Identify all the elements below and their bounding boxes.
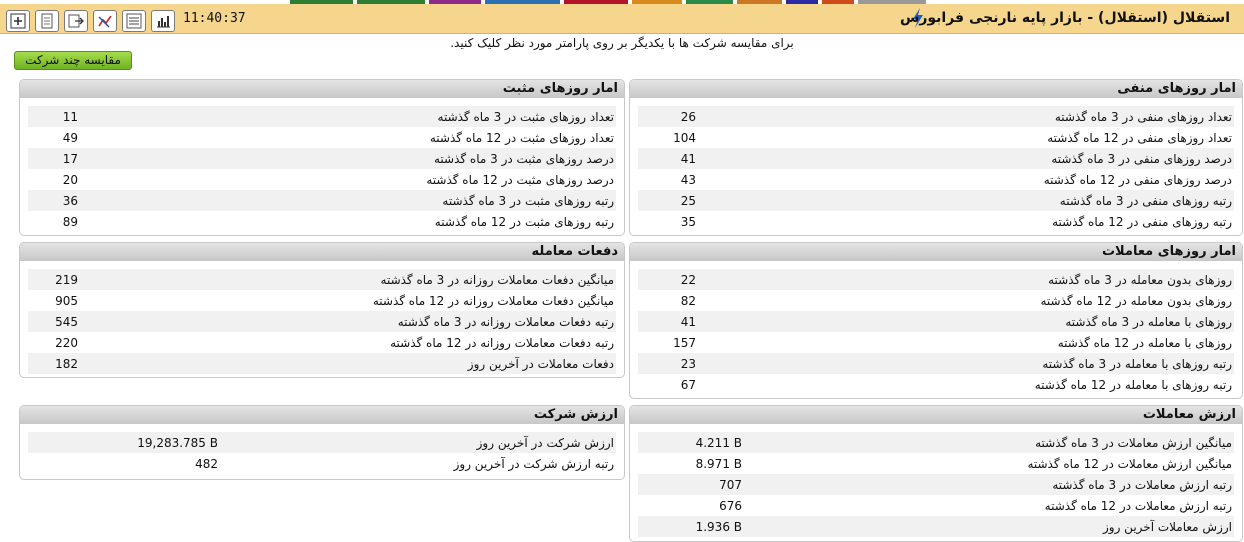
- stat-label[interactable]: میانگین ارزش معاملات در 3 ماه گذشته: [1035, 435, 1232, 450]
- stat-label[interactable]: میانگین دفعات معاملات روزانه در 3 ماه گذشته: [380, 272, 614, 287]
- stat-label[interactable]: رتبه ارزش معاملات در 3 ماه گذشته: [1052, 477, 1232, 492]
- stat-row[interactable]: [638, 311, 1234, 332]
- stat-row[interactable]: [638, 127, 1234, 148]
- stat-value: 43: [680, 172, 696, 187]
- stat-row[interactable]: [638, 190, 1234, 211]
- panel-title: امار روزهای مثبت: [20, 80, 624, 98]
- stat-value: 67: [680, 377, 696, 392]
- stat-row[interactable]: [638, 269, 1234, 290]
- stat-label[interactable]: درصد روزهای منفی در 12 ماه گذشته: [1043, 172, 1232, 187]
- stat-value: 19,283.785 B: [137, 435, 218, 450]
- stat-row[interactable]: [638, 516, 1234, 537]
- stat-row[interactable]: [28, 432, 616, 453]
- trading-days-panel: [629, 242, 1243, 399]
- stat-label[interactable]: روزهای با معامله در 12 ماه گذشته: [1057, 335, 1232, 350]
- stat-row[interactable]: [638, 495, 1234, 516]
- stat-value: 49: [62, 130, 78, 145]
- stat-value: 89: [62, 214, 78, 229]
- stat-label[interactable]: رتبه ارزش معاملات در 12 ماه گذشته: [1044, 498, 1232, 513]
- stat-row[interactable]: [28, 127, 616, 148]
- stat-label[interactable]: روزهای بدون معامله در 12 ماه گذشته: [1040, 293, 1232, 308]
- clock: 11:40:37: [183, 11, 246, 26]
- stat-value: 26: [680, 109, 696, 124]
- stat-label[interactable]: درصد روزهای منفی در 3 ماه گذشته: [1051, 151, 1232, 166]
- instruction-text: برای مقایسه شرکت ها با یکدیگر بر روی پارامتر مورد نظر کلیک کنید.: [450, 36, 794, 50]
- stat-value: 41: [680, 151, 696, 166]
- stat-value: 17: [62, 151, 78, 166]
- stat-value: 8.971 B: [695, 456, 742, 471]
- stat-value: 35: [680, 214, 696, 229]
- stat-value: 219: [55, 272, 78, 287]
- list-icon[interactable]: [122, 10, 146, 32]
- export-icon[interactable]: [64, 10, 88, 32]
- bar-chart-icon[interactable]: [151, 10, 175, 32]
- stat-label[interactable]: رتبه روزهای مثبت در 12 ماه گذشته: [434, 214, 614, 229]
- stat-row[interactable]: [28, 332, 616, 353]
- stat-row[interactable]: [28, 169, 616, 190]
- compare-companies-button[interactable]: مقایسه چند شرکت: [14, 51, 132, 70]
- add-icon[interactable]: [6, 10, 30, 32]
- stat-row[interactable]: [28, 211, 616, 232]
- stat-label[interactable]: رتبه روزهای با معامله در 3 ماه گذشته: [1042, 356, 1232, 371]
- stat-value: 905: [55, 293, 78, 308]
- stat-row[interactable]: [638, 169, 1234, 190]
- stat-label[interactable]: رتبه روزهای منفی در 3 ماه گذشته: [1059, 193, 1232, 208]
- stat-label[interactable]: درصد روزهای مثبت در 3 ماه گذشته: [433, 151, 614, 166]
- stat-value: 4.211 B: [695, 435, 742, 450]
- stat-label[interactable]: رتبه ارزش شرکت در آخرین روز: [453, 456, 614, 471]
- stat-label[interactable]: روزهای با معامله در 3 ماه گذشته: [1065, 314, 1232, 329]
- stat-value: 22: [680, 272, 696, 287]
- stat-label[interactable]: تعداد روزهای منفی در 12 ماه گذشته: [1047, 130, 1232, 145]
- panel-title: دفعات معامله: [20, 243, 624, 261]
- stat-row[interactable]: [638, 474, 1234, 495]
- stat-row[interactable]: [28, 190, 616, 211]
- stat-label[interactable]: رتبه دفعات معاملات روزانه در 3 ماه گذشته: [397, 314, 614, 329]
- stat-value: 20: [62, 172, 78, 187]
- stat-row[interactable]: [28, 290, 616, 311]
- stat-label[interactable]: ارزش شرکت در آخرین روز: [476, 435, 614, 450]
- stat-value: 545: [55, 314, 78, 329]
- stat-label[interactable]: تعداد روزهای مثبت در 3 ماه گذشته: [437, 109, 614, 124]
- stat-row[interactable]: [28, 148, 616, 169]
- stat-row[interactable]: [638, 432, 1234, 453]
- stat-row[interactable]: [638, 453, 1234, 474]
- company-value-panel: [19, 405, 625, 480]
- stat-row[interactable]: [638, 290, 1234, 311]
- trade-value-panel: [629, 405, 1243, 542]
- chart-tools-icon[interactable]: [93, 10, 117, 32]
- stat-label[interactable]: دفعات معاملات در آخرین روز: [467, 356, 614, 371]
- stat-row[interactable]: [638, 211, 1234, 232]
- panel-title: امار روزهای منفی: [630, 80, 1242, 98]
- panel-title: ارزش شرکت: [20, 406, 624, 424]
- stat-row[interactable]: [28, 353, 616, 374]
- stat-row[interactable]: [638, 106, 1234, 127]
- stat-value: 482: [195, 456, 218, 471]
- stat-label[interactable]: میانگین ارزش معاملات در 12 ماه گذشته: [1027, 456, 1232, 471]
- stat-label[interactable]: میانگین دفعات معاملات روزانه در 12 ماه گذشته: [372, 293, 614, 308]
- toolbar: [6, 10, 180, 32]
- stat-value: 707: [719, 477, 742, 492]
- page-title: استقلال (استقلال) - بازار پایه نارنجی فرابورس: [900, 10, 1230, 26]
- stat-row[interactable]: [28, 106, 616, 127]
- stat-label[interactable]: تعداد روزهای مثبت در 12 ماه گذشته: [429, 130, 614, 145]
- stat-label[interactable]: رتبه روزهای منفی در 12 ماه گذشته: [1052, 214, 1232, 229]
- stat-row[interactable]: [28, 269, 616, 290]
- stat-row[interactable]: [638, 374, 1234, 395]
- trade-count-panel: [19, 242, 625, 378]
- stat-value: 25: [680, 193, 696, 208]
- stat-value: 182: [55, 356, 78, 371]
- stat-label[interactable]: تعداد روزهای منفی در 3 ماه گذشته: [1054, 109, 1232, 124]
- stat-label[interactable]: رتبه روزهای مثبت در 3 ماه گذشته: [442, 193, 614, 208]
- negative-days-panel: [629, 79, 1243, 236]
- stat-value: 1.936 B: [695, 519, 742, 534]
- stat-label[interactable]: ارزش معاملات آخرین روز: [1102, 519, 1232, 534]
- stat-row[interactable]: [638, 332, 1234, 353]
- stat-label[interactable]: رتبه روزهای با معامله در 12 ماه گذشته: [1034, 377, 1232, 392]
- positive-days-panel: [19, 79, 625, 236]
- stat-value: 23: [680, 356, 696, 371]
- stat-label[interactable]: رتبه دفعات معاملات روزانه در 12 ماه گذشته: [390, 335, 614, 350]
- stat-label[interactable]: روزهای بدون معامله در 3 ماه گذشته: [1048, 272, 1232, 287]
- panel-title: امار روزهای معاملات: [630, 243, 1242, 261]
- header-bar: [0, 4, 1244, 34]
- stat-label[interactable]: درصد روزهای مثبت در 12 ماه گذشته: [426, 172, 614, 187]
- stat-value: 11: [62, 109, 78, 124]
- stat-row[interactable]: [28, 311, 616, 332]
- stat-value: 676: [719, 498, 742, 513]
- stat-row[interactable]: [28, 453, 616, 474]
- stat-value: 36: [62, 193, 78, 208]
- stat-value: 82: [680, 293, 696, 308]
- document-icon[interactable]: [35, 10, 59, 32]
- stat-value: 104: [673, 130, 696, 145]
- stat-value: 157: [673, 335, 696, 350]
- panel-title: ارزش معاملات: [630, 406, 1242, 424]
- stat-value: 41: [680, 314, 696, 329]
- stat-value: 220: [55, 335, 78, 350]
- stat-row[interactable]: [638, 148, 1234, 169]
- stat-row[interactable]: [638, 353, 1234, 374]
